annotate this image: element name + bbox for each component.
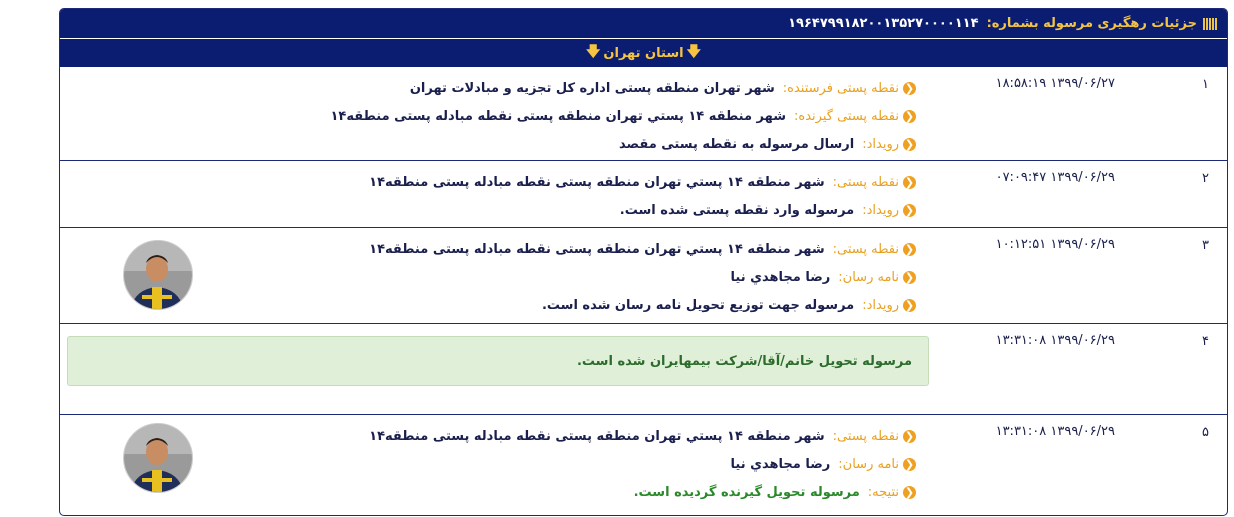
row-datetime: ۱۳:۳۱:۰۸ ۱۳۹۹/۰۶/۲۹: [995, 424, 1115, 439]
row-details: [369, 235, 916, 319]
row-index: ۵: [1202, 425, 1209, 440]
detail-value: مرسوله وارد نقطه پستی شده است.: [619, 202, 855, 218]
detail-value: رضا مجاهدي نيا: [730, 269, 831, 285]
detail-value: مرسوله تحویل گیرنده گردیده است.: [633, 484, 860, 500]
table-row: [60, 228, 1227, 324]
detail-line: [331, 102, 917, 130]
arrow-circle-icon: ❮: [904, 270, 915, 284]
table-row: [60, 161, 1227, 228]
arrow-circle-icon: ❮: [904, 175, 915, 189]
detail-value: ارسال مرسوله به نقطه پستی مقصد: [619, 136, 855, 152]
detail-label: رویداد:: [862, 202, 899, 218]
detail-value: شهر تهران منطقه پستی اداره کل تجزیه و مبادلات تهران: [409, 80, 775, 96]
row-datetime: ۱۸:۵۸:۱۹ ۱۳۹۹/۰۶/۲۷: [995, 76, 1115, 91]
detail-line: [369, 168, 916, 196]
detail-value: رضا مجاهدي نيا: [730, 456, 831, 472]
detail-line: [369, 478, 916, 506]
title-label: جزئیات رهگیری مرسوله بشماره:: [986, 16, 1197, 31]
arrow-circle-icon: ❮: [904, 429, 915, 443]
table-row: [60, 324, 1227, 415]
detail-line: [369, 263, 916, 291]
detail-line: [369, 422, 916, 450]
row-datetime: ۱۳:۳۱:۰۸ ۱۳۹۹/۰۶/۲۹: [995, 333, 1115, 348]
delivery-notice: مرسوله تحويل خانم/آقا/شرکت بیمهایران شده است.: [67, 336, 929, 386]
arrow-circle-icon: ❮: [904, 137, 915, 151]
arrow-down-icon: 🡇: [686, 44, 701, 60]
detail-line: [331, 74, 917, 102]
row-details: [369, 168, 916, 224]
detail-line: [369, 196, 916, 224]
province-bar: [60, 39, 1227, 67]
tracking-panel: [59, 8, 1228, 516]
province-label: استان تهران: [603, 45, 684, 61]
detail-label: رویداد:: [862, 297, 899, 313]
detail-value: مرسوله جهت توزيع تحويل نامه رسان شده است.: [541, 297, 855, 313]
row-index: ۲: [1202, 171, 1209, 186]
arrow-circle-icon: ❮: [904, 485, 915, 499]
detail-value: شهر منطقه ۱۴ پستي تهران منطقه پستی نقطه مبادله پستی منطقه۱۴: [369, 428, 825, 444]
table-row: [60, 67, 1227, 161]
postman-avatar-icon: [123, 424, 192, 493]
barcode-icon: [1203, 18, 1217, 30]
postman-avatar-icon: [123, 241, 192, 310]
detail-label: نقطه پستی:: [832, 428, 899, 444]
table-row: [60, 415, 1227, 515]
detail-line: [331, 130, 917, 158]
avatar: [123, 423, 193, 493]
arrow-circle-icon: ❮: [904, 457, 915, 471]
arrow-circle-icon: ❮: [904, 203, 915, 217]
row-index: ۴: [1202, 334, 1209, 349]
detail-line: [369, 235, 916, 263]
detail-label: نتیجه:: [867, 484, 899, 500]
detail-label: نامه رسان:: [838, 269, 899, 285]
detail-line: [369, 291, 916, 319]
detail-label: نقطه پستی گیرنده:: [794, 108, 899, 124]
title-bar: [60, 9, 1227, 39]
detail-value: شهر منطقه ۱۴ پستي تهران منطقه پستی نقطه مبادله پستی منطقه۱۴: [369, 174, 825, 190]
detail-label: نقطه پستی:: [832, 174, 899, 190]
arrow-down-icon: 🡇: [586, 44, 601, 60]
row-details: [331, 74, 917, 158]
arrow-circle-icon: ❮: [904, 298, 915, 312]
arrow-circle-icon: ❮: [904, 109, 915, 123]
detail-value: شهر منطقه ۱۴ پستي تهران منطقه پستی نقطه مبادله پستی منطقه۱۴: [369, 241, 825, 257]
detail-label: نقطه پستی فرستنده:: [782, 80, 899, 96]
row-index: ۱: [1202, 77, 1209, 92]
detail-label: نامه رسان:: [838, 456, 899, 472]
arrow-circle-icon: ❮: [904, 242, 915, 256]
row-details: [369, 422, 916, 506]
row-datetime: ۱۰:۱۲:۵۱ ۱۳۹۹/۰۶/۲۹: [995, 237, 1115, 252]
row-index: ۳: [1202, 238, 1209, 253]
detail-line: [369, 450, 916, 478]
detail-label: رویداد:: [862, 136, 899, 152]
tracking-number: ۱۹۶۴۷۹۹۱۸۲۰۰۱۳۵۲۷۰۰۰۰۱۱۴: [788, 16, 979, 31]
arrow-circle-icon: ❮: [904, 81, 915, 95]
avatar: [123, 240, 193, 310]
detail-value: شهر منطقه ۱۴ پستي تهران منطقه پستی نقطه مبادله پستی منطقه۱۴: [330, 108, 787, 124]
detail-label: نقطه پستی:: [832, 241, 899, 257]
row-datetime: ۰۷:۰۹:۴۷ ۱۳۹۹/۰۶/۲۹: [995, 170, 1115, 185]
